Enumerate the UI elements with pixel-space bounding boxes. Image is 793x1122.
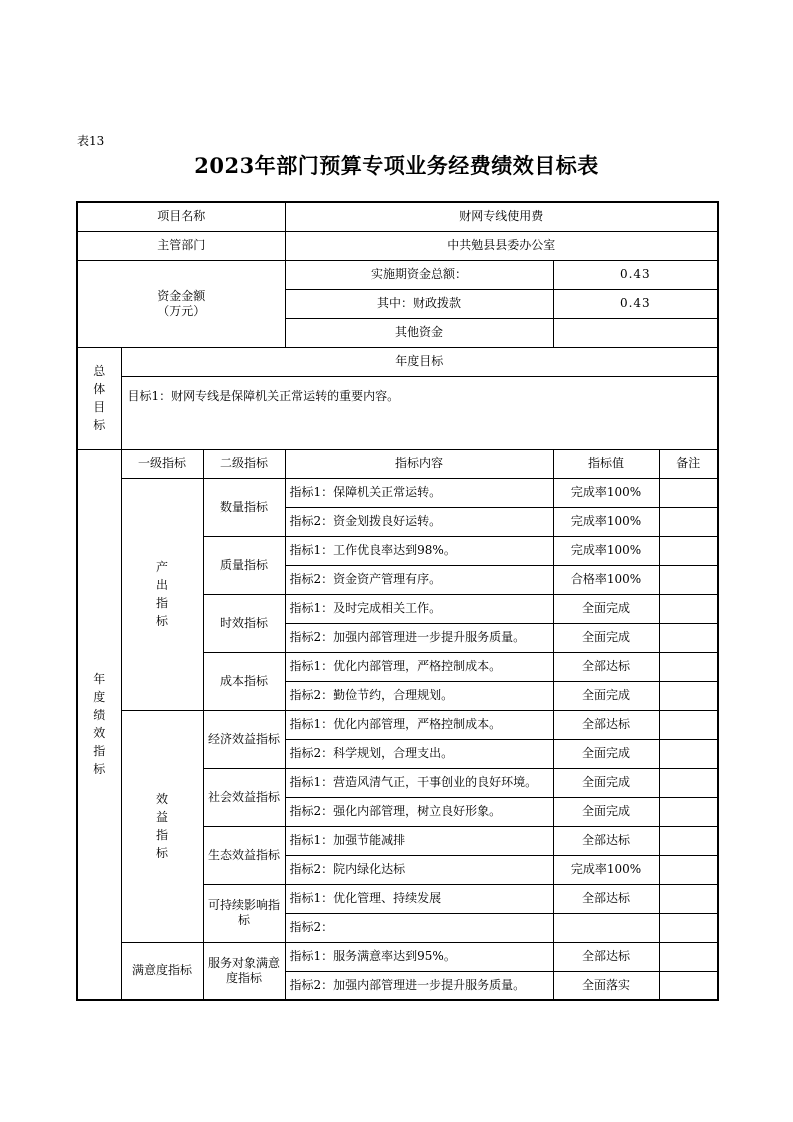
- indicator-content: 指标1：优化内部管理，严格控制成本。: [285, 710, 553, 739]
- indicator-content: 指标2：资金划拨良好运转。: [285, 507, 553, 536]
- project-name-row: [77, 202, 718, 231]
- indicator-value: 全面完成: [553, 594, 659, 623]
- indicator-content: 指标1：及时完成相关工作。: [285, 594, 553, 623]
- benefit-indicator-cell: [121, 710, 203, 942]
- indicator-remark: [659, 565, 718, 594]
- indicator-content: 指标2：科学规划，合理支出。: [285, 739, 553, 768]
- header-level1: 一级指标: [121, 449, 203, 478]
- level2-indicator: 生态效益指标: [203, 826, 285, 884]
- indicator-remark: [659, 913, 718, 942]
- indicator-content: 指标2：: [285, 913, 553, 942]
- indicator-value: 全部达标: [553, 652, 659, 681]
- level2-indicator: 服务对象满意度指标: [203, 942, 285, 1000]
- indicator-value: 全部达标: [553, 826, 659, 855]
- output-indicator-cell: [121, 478, 203, 710]
- annual-goal-text: 目标1：财网专线是保障机关正常运转的重要内容。: [121, 376, 718, 449]
- level2-indicator: 可持续影响指标: [203, 884, 285, 942]
- funds-label-cell: [77, 260, 285, 347]
- level2-indicator: 社会效益指标: [203, 768, 285, 826]
- department-label: 主管部门: [77, 231, 285, 260]
- funds-label: 资金金额: [157, 288, 206, 303]
- indicator-value: 全部达标: [553, 942, 659, 971]
- indicator-remark: [659, 652, 718, 681]
- level2-indicator: 成本指标: [203, 652, 285, 710]
- annual-goal-header: 年度目标: [121, 347, 718, 376]
- indicator-content: 指标1：营造风清气正，干事创业的良好环境。: [285, 768, 553, 797]
- indicator-content: 指标1：服务满意率达到95%。: [285, 942, 553, 971]
- indicator-header-row: [77, 449, 718, 478]
- page-title: 2023年部门预算专项业务经费绩效目标表: [194, 153, 599, 178]
- indicator-value: 全面完成: [553, 797, 659, 826]
- indicator-remark: [659, 739, 718, 768]
- indicator-remark: [659, 797, 718, 826]
- level2-indicator: 质量指标: [203, 536, 285, 594]
- indicator-content: 指标1：优化管理、持续发展: [285, 884, 553, 913]
- indicator-row: [77, 942, 718, 971]
- benefit-indicator-label: 效益指标: [155, 792, 168, 860]
- level2-indicator: 时效指标: [203, 594, 285, 652]
- header-remark: 备注: [659, 449, 718, 478]
- indicator-remark: [659, 594, 718, 623]
- indicator-value: 全面完成: [553, 623, 659, 652]
- level2-indicator: 数量指标: [203, 478, 285, 536]
- indicator-remark: [659, 507, 718, 536]
- indicator-row: [77, 478, 718, 507]
- funds-total-row: [77, 260, 718, 289]
- level2-indicator: 经济效益指标: [203, 710, 285, 768]
- satisfaction-indicator-label: 满意度指标: [121, 942, 203, 1000]
- indicator-value: 完成率100%: [553, 536, 659, 565]
- table-number: 表13: [77, 134, 105, 148]
- indicator-remark: [659, 855, 718, 884]
- indicator-remark: [659, 971, 718, 1000]
- indicator-value: 全面落实: [553, 971, 659, 1000]
- header-value: 指标值: [553, 449, 659, 478]
- indicator-remark: [659, 623, 718, 652]
- indicator-content: 指标2：资金资产管理有序。: [285, 565, 553, 594]
- output-indicator-label: 产出指标: [155, 560, 168, 628]
- performance-table-wrapper: [76, 201, 719, 1001]
- funds-fiscal-label: 其中：财政拨款: [285, 289, 553, 318]
- header-level2: 二级指标: [203, 449, 285, 478]
- indicator-remark: [659, 884, 718, 913]
- indicator-content: 指标1：加强节能减排: [285, 826, 553, 855]
- overall-goal-label: 总体目标: [93, 364, 106, 432]
- indicator-remark: [659, 942, 718, 971]
- funds-total-label: 实施期资金总额：: [285, 260, 553, 289]
- funds-total-value: 0.43: [553, 260, 718, 289]
- project-name-value: 财网专线使用费: [285, 202, 718, 231]
- indicator-value: 全面完成: [553, 768, 659, 797]
- indicator-remark: [659, 768, 718, 797]
- annual-goal-header-row: [77, 347, 718, 376]
- indicator-content: 指标1：保障机关正常运转。: [285, 478, 553, 507]
- annual-indicators-label: 年度绩效指标: [93, 672, 106, 777]
- indicator-content: 指标2：加强内部管理进一步提升服务质量。: [285, 623, 553, 652]
- indicator-value: 全面完成: [553, 739, 659, 768]
- indicator-content: 指标2：院内绿化达标: [285, 855, 553, 884]
- indicator-value: 完成率100%: [553, 478, 659, 507]
- funds-other-label: 其他资金: [285, 318, 553, 347]
- indicator-value: 完成率100%: [553, 507, 659, 536]
- indicator-value: [553, 913, 659, 942]
- indicator-content: 指标1：工作优良率达到98%。: [285, 536, 553, 565]
- indicator-remark: [659, 681, 718, 710]
- indicator-value: 完成率100%: [553, 855, 659, 884]
- funds-unit: （万元）: [157, 303, 206, 318]
- indicator-value: 合格率100%: [553, 565, 659, 594]
- annual-goal-row: [77, 376, 718, 449]
- indicator-remark: [659, 536, 718, 565]
- indicator-value: 全面完成: [553, 681, 659, 710]
- department-value: 中共勉县县委办公室: [285, 231, 718, 260]
- project-name-label: 项目名称: [77, 202, 285, 231]
- indicator-value: 全部达标: [553, 884, 659, 913]
- annual-indicators-label-cell: [77, 449, 121, 1000]
- indicator-content: 指标2：强化内部管理，树立良好形象。: [285, 797, 553, 826]
- performance-table: [76, 201, 719, 1001]
- indicator-row: [77, 710, 718, 739]
- indicator-remark: [659, 478, 718, 507]
- header-content: 指标内容: [285, 449, 553, 478]
- indicator-value: 全部达标: [553, 710, 659, 739]
- indicator-content: 指标2：加强内部管理进一步提升服务质量。: [285, 971, 553, 1000]
- indicator-content: 指标2：勤俭节约，合理规划。: [285, 681, 553, 710]
- funds-other-value: [553, 318, 718, 347]
- department-row: [77, 231, 718, 260]
- funds-fiscal-value: 0.43: [553, 289, 718, 318]
- indicator-content: 指标1：优化内部管理，严格控制成本。: [285, 652, 553, 681]
- indicator-remark: [659, 826, 718, 855]
- overall-goal-label-cell: [77, 347, 121, 449]
- indicator-remark: [659, 710, 718, 739]
